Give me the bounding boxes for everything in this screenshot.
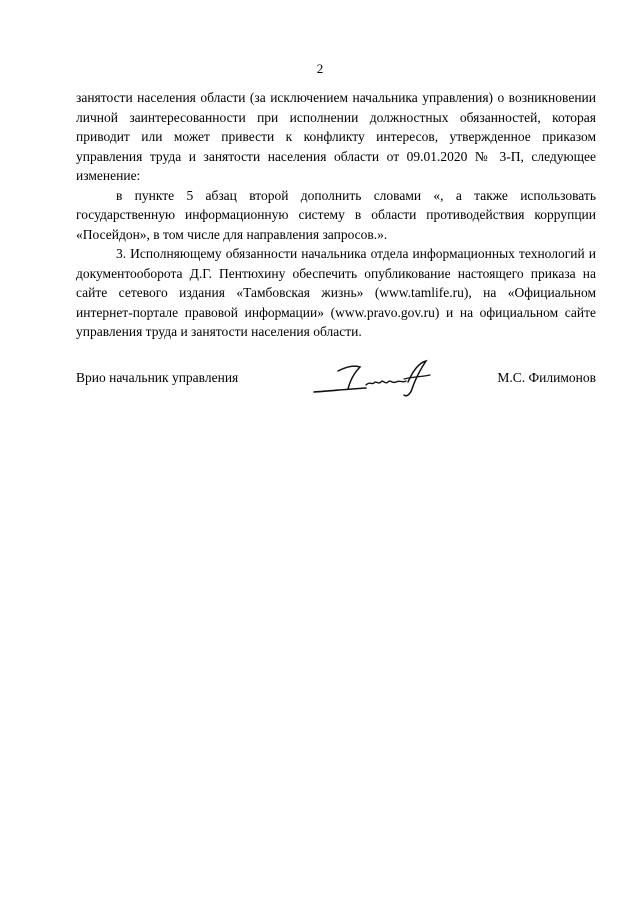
signatory-name: М.С. Филимонов <box>497 370 596 385</box>
page-number: 2 <box>316 61 324 76</box>
signature-block <box>76 355 596 405</box>
paragraph-item-3: 3. Исполняющему обязанности начальника отдела информационных технологий и документооборота Д.Г. Пентюхину обеспечить опубликование настоящего приказа на сайте сетевого издания «Тамбовская жизнь» (www.tamlife.ru), на «Официальном интернет-портале правовой информации» (www.pravo.gov.ru) и на официальном сайте управления труда и занятости населения области. <box>76 246 596 339</box>
document-body <box>76 88 596 342</box>
handwritten-signature <box>308 355 438 399</box>
paragraph-continuation: занятости населения области (за исключением начальника управления) о возникновении личной заинтересованности при исполнении должностных обязанностей, которая приводит или может привести к конфликту интересов, утвержденное приказом управления труда и занятости населения области от 09.01.2020 № 3-П, следующее изменение: <box>76 90 596 183</box>
paragraph-amendment: в пункте 5 абзац второй дополнить словами «, а также использовать государственную информационную систему в области противодействия коррупции «Посейдон», в том числе для направления запросов.». <box>76 187 596 242</box>
signatory-position: Врио начальник управления <box>76 370 239 385</box>
